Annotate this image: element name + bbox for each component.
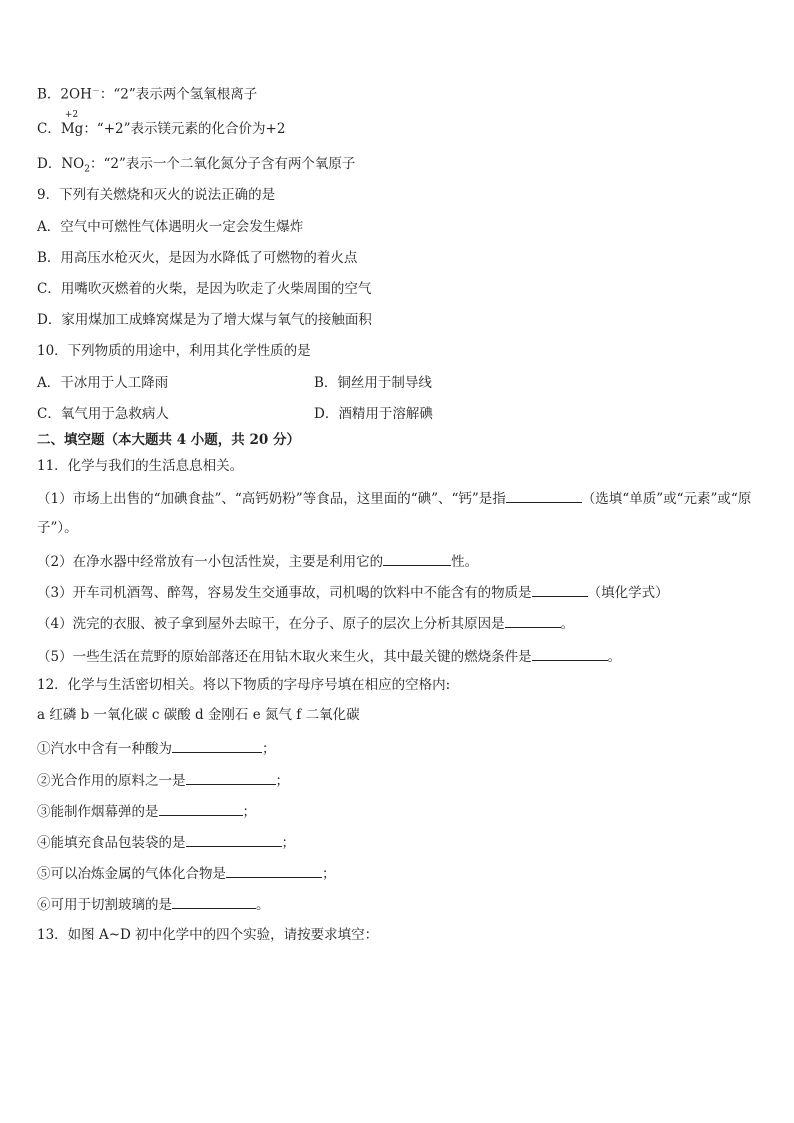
- mg-valence: [60, 110, 84, 138]
- q12-item6-blank[interactable]: [172, 894, 256, 909]
- q8-d-sub: 2: [84, 164, 90, 175]
- q8-c-text: ：“+2”表示镁元素的化合价为+2: [83, 121, 286, 137]
- q12-item4-blank[interactable]: [186, 832, 282, 847]
- q11-p4-blank[interactable]: [505, 613, 561, 628]
- q11-p5-blank[interactable]: [532, 646, 608, 661]
- q12-item6-punct: 。: [256, 897, 270, 913]
- q11-p5-text: （5）一些生活在荒野的原始部落还在用钻木取火来生火，其中最关键的燃烧条件是: [37, 649, 532, 665]
- q11-p3-blank[interactable]: [532, 582, 588, 597]
- q12-item1: [37, 738, 276, 758]
- q10-stem: 10．下列物质的用途中，利用其化学性质的是: [37, 343, 311, 359]
- q12-item1-blank[interactable]: [172, 738, 262, 753]
- q12-options: a 红磷 b 一氧化碳 c 碳酸 d 金刚石 e 氮气 f 二氧化碳: [37, 707, 360, 723]
- q12-item3-blank[interactable]: [159, 801, 243, 816]
- q10-option-d: D．酒精用于溶解碘: [314, 406, 433, 422]
- q12-item2-punct: ；: [275, 773, 289, 789]
- q11-p3-text-b: （填化学式）: [587, 585, 669, 601]
- q11-p1-text-b: （选填“单质”或“元素”或“原: [581, 491, 752, 507]
- q12-item4: [37, 832, 295, 852]
- q13-stem: 13．如图 A~D 初中化学中的四个实验，请按要求填空：: [37, 927, 379, 943]
- q12-item4-punct: ；: [281, 835, 295, 851]
- q8-option-c: [37, 110, 286, 138]
- q12-item3: [37, 801, 256, 821]
- q11-p1-blank[interactable]: [506, 488, 582, 503]
- q12-item4-text: ④能填充食品包装袋的是: [37, 835, 186, 851]
- q8-d-text: ：“2”表示一个二氧化氮分子含有两个氧原子: [89, 156, 356, 172]
- section-heading: 二、填空题（本大题共 4 小题，共 20 分）: [37, 432, 300, 448]
- q11-p2-text-b: 性。: [451, 554, 479, 570]
- q12-item5-text: ⑤可以冶炼金属的气体化合物是: [37, 866, 226, 882]
- mg-symbol: Mg: [60, 121, 84, 137]
- q12-item3-text: ③能制作烟幕弹的是: [37, 804, 159, 820]
- q8-option-d: [37, 155, 355, 179]
- q12-item2: [37, 770, 289, 790]
- q12-item2-blank[interactable]: [186, 770, 276, 785]
- q11-part2: [37, 551, 478, 571]
- q11-p2-text: （2）在净水器中经常放有一小包活性炭，主要是利用它的: [37, 554, 384, 570]
- q11-stem: 11．化学与我们的生活息息相关。: [37, 458, 244, 474]
- q8-option-b: [37, 82, 257, 104]
- q12-item6-text: ⑥可用于切割玻璃的是: [37, 897, 172, 913]
- mg-valence-sup: +2: [64, 110, 79, 120]
- q9-option-b: B．用高压水枪灭火，是因为水降低了可燃物的着火点: [37, 250, 358, 266]
- q11-p4-text: （4）洗完的衣服、被子拿到屋外去晾干，在分子、原子的层次上分析其原因是: [37, 616, 505, 632]
- q8-b-text: ：“2”表示两个氢氧根离子: [99, 86, 258, 103]
- q9-option-d: D．家用煤加工成蜂窝煤是为了增大煤与氧气的接触面积: [37, 312, 372, 328]
- q12-item5: [37, 863, 336, 883]
- q11-p4-text-b: 。: [560, 616, 575, 632]
- q9-option-a: A．空气中可燃性气体遇明火一定会发生爆炸: [37, 219, 304, 235]
- q11-p3-text: （3）开车司机酒驾、醉驾，容易发生交通事故，司机喝的饮料中不能含有的物质是: [37, 585, 532, 601]
- q11-p1-text: （1）市场上出售的“加碘食盐”、“高钙奶粉”等食品，这里面的“碘”、“钙”是指: [37, 491, 506, 507]
- q11-p5-text-b: 。: [607, 649, 622, 665]
- q12-item1-text: ①汽水中含有一种酸为: [37, 741, 172, 757]
- q10-option-b: B．铜丝用于制导线: [314, 375, 432, 391]
- q12-item1-punct: ；: [262, 741, 276, 757]
- q12-item2-text: ②光合作用的原料之一是: [37, 773, 186, 789]
- q11-part3: [37, 582, 669, 602]
- q8-c-prefix: C．: [37, 121, 61, 137]
- q11-part4: [37, 613, 574, 633]
- q11-part1-cont: 子”）。: [37, 520, 78, 536]
- q11-part1: [37, 488, 751, 508]
- q11-p2-blank[interactable]: [383, 551, 451, 566]
- q8-b-prefix: B．2OH: [37, 86, 92, 103]
- q10-option-c: C．氧气用于急救病人: [37, 406, 169, 422]
- q9-stem: 9．下列有关燃烧和灭火的说法正确的是: [37, 187, 276, 203]
- q9-option-c: C．用嘴吹灭燃着的火柴，是因为吹走了火柴周围的空气: [37, 281, 372, 297]
- q10-option-a: A．干冰用于人工降雨: [37, 375, 169, 391]
- q12-stem: 12．化学与生活密切相关。将以下物质的字母序号填在相应的空格内:: [37, 677, 451, 693]
- q11-part5: [37, 646, 621, 666]
- q12-item5-punct: ；: [322, 866, 336, 882]
- q8-b-sup: －: [91, 86, 100, 95]
- q12-item5-blank[interactable]: [226, 863, 322, 878]
- q12-item3-punct: ；: [242, 804, 256, 820]
- q12-item6: [37, 894, 270, 914]
- q8-d-prefix: D．NO: [37, 156, 85, 172]
